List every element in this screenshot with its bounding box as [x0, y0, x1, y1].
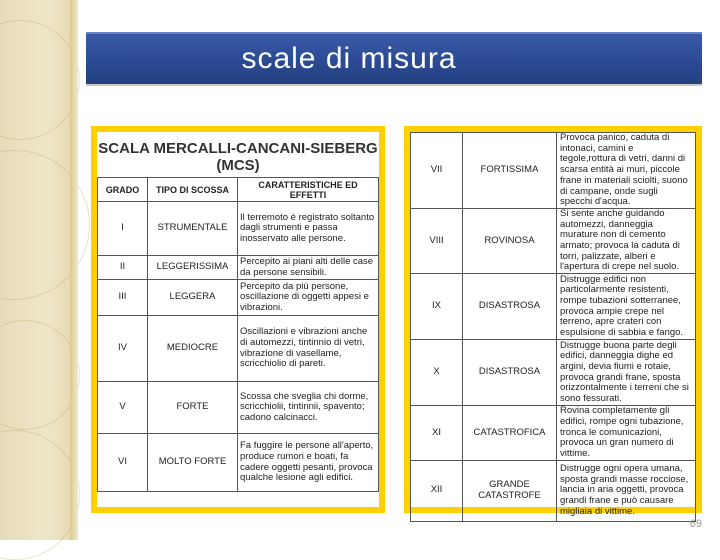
effects-cell: Fa fuggire le persone all'aperto, produce rumori e boati, fa cadere oggetti pesanti, provoca qualche lesione agli edifici.	[238, 434, 379, 492]
mcs-table-right	[410, 132, 696, 522]
effects-cell: Percepito ai piani alti delle case da persone sensibili.	[238, 256, 379, 280]
table-row	[98, 316, 379, 382]
effects-cell: Percepito da più persone, oscillazione di oggetti appesi e vibrazioni.	[238, 280, 379, 316]
table-row	[98, 280, 379, 316]
effects-cell: Provoca panico, caduta di intonaci, camini e tegole,rottura di vetri, danni di scarsa entità ai muri, piccole frane in materiali sciolti, suono di campane, onde sugli specchi d'acqua.	[557, 133, 696, 209]
grade-cell: X	[411, 340, 463, 406]
table-row	[411, 133, 696, 209]
type-cell: MEDIOCRE	[148, 316, 238, 382]
effects-cell: Rovina completamente gli edifici, rompe ogni tubazione, tronca le comunicazioni, provoca un gran numero di vittime.	[557, 406, 696, 461]
grade-cell: XII	[411, 460, 463, 521]
effects-cell: Distrugge ogni opera umana, sposta grandi masse rocciose, lancia in aria oggetti, provoca grandi frane e può causare migliaia di vittime.	[557, 460, 696, 521]
grade-cell: V	[98, 382, 148, 434]
grade-cell: IX	[411, 274, 463, 340]
type-cell: GRANDE CATASTROFE	[463, 460, 557, 521]
slide-title: scale di misura	[241, 42, 457, 75]
type-cell: CATASTROFICA	[463, 406, 557, 461]
table-row	[411, 406, 696, 461]
table-row	[98, 202, 379, 256]
column-header-type: TIPO DI SCOSSA	[148, 178, 238, 202]
effects-cell: Si sente anche guidando automezzi, danneggia murature non di cemento armato; provoca la caduta di torri, palizzate, alberi e l'apertura di crepe nel suolo.	[557, 208, 696, 273]
decorative-circle	[0, 20, 80, 140]
type-cell: MOLTO FORTE	[148, 434, 238, 492]
effects-cell: Scossa che sveglia chi dorme, scricchiolii, tintinnii, spavento; cadono calcinacci.	[238, 382, 379, 434]
table-row	[98, 434, 379, 492]
mcs-scale-panel-right	[404, 126, 702, 517]
column-header-effects: CARATTERISTICHE ED EFFETTI	[238, 178, 379, 202]
type-cell: LEGGERA	[148, 280, 238, 316]
table-row	[411, 460, 696, 521]
decorative-left-band	[0, 0, 78, 540]
decorative-circle	[0, 320, 80, 430]
effects-cell: Distrugge edifici non particolarmente resistenti, rompe tubazioni sotterranee, provoca ampie crepe nel terreno, apre crateri con espulsione di sabbia e fango.	[557, 274, 696, 340]
type-cell: DISASTROSA	[463, 274, 557, 340]
page-number: 69	[689, 518, 702, 530]
table-row	[98, 382, 379, 434]
type-cell: FORTE	[148, 382, 238, 434]
grade-cell: II	[98, 256, 148, 280]
decorative-stripe	[70, 0, 78, 540]
table-row	[411, 274, 696, 340]
grade-cell: VII	[411, 133, 463, 209]
column-header-grade: GRADO	[98, 178, 148, 202]
type-cell: FORTISSIMA	[463, 133, 557, 209]
table-row	[98, 256, 379, 280]
grade-cell: XI	[411, 406, 463, 461]
mcs-table-title: SCALA MERCALLI-CANCANI-SIEBERG (MCS)	[98, 140, 378, 174]
effects-cell: Oscillazioni e vibrazioni anche di automezzi, tintinnio di vetri, vibrazione di vasellame, scricchiolio di pareti.	[238, 316, 379, 382]
title-divider	[86, 84, 702, 86]
grade-cell: VIII	[411, 208, 463, 273]
grade-cell: IV	[98, 316, 148, 382]
grade-cell: I	[98, 202, 148, 256]
effects-cell: Distrugge buona parte degli edifici, danneggia dighe ed argini, devia fiumi e rotaie, provoca grandi frane, sposta orizzontalmente i terreni che si sono fessurati.	[557, 340, 696, 406]
mcs-scale-panel-left	[91, 126, 385, 513]
grade-cell: VI	[98, 434, 148, 492]
type-cell: DISASTROSA	[463, 340, 557, 406]
title-bar	[86, 32, 702, 84]
decorative-circle	[0, 430, 80, 560]
type-cell: LEGGERISSIMA	[148, 256, 238, 280]
table-row	[411, 208, 696, 273]
mcs-table-left	[97, 177, 379, 492]
type-cell: ROVINOSA	[463, 208, 557, 273]
grade-cell: III	[98, 280, 148, 316]
type-cell: STRUMENTALE	[148, 202, 238, 256]
effects-cell: Il terremoto è registrato soltanto dagli strumenti e passa inosservato alle persone.	[238, 202, 379, 256]
table-row	[411, 340, 696, 406]
